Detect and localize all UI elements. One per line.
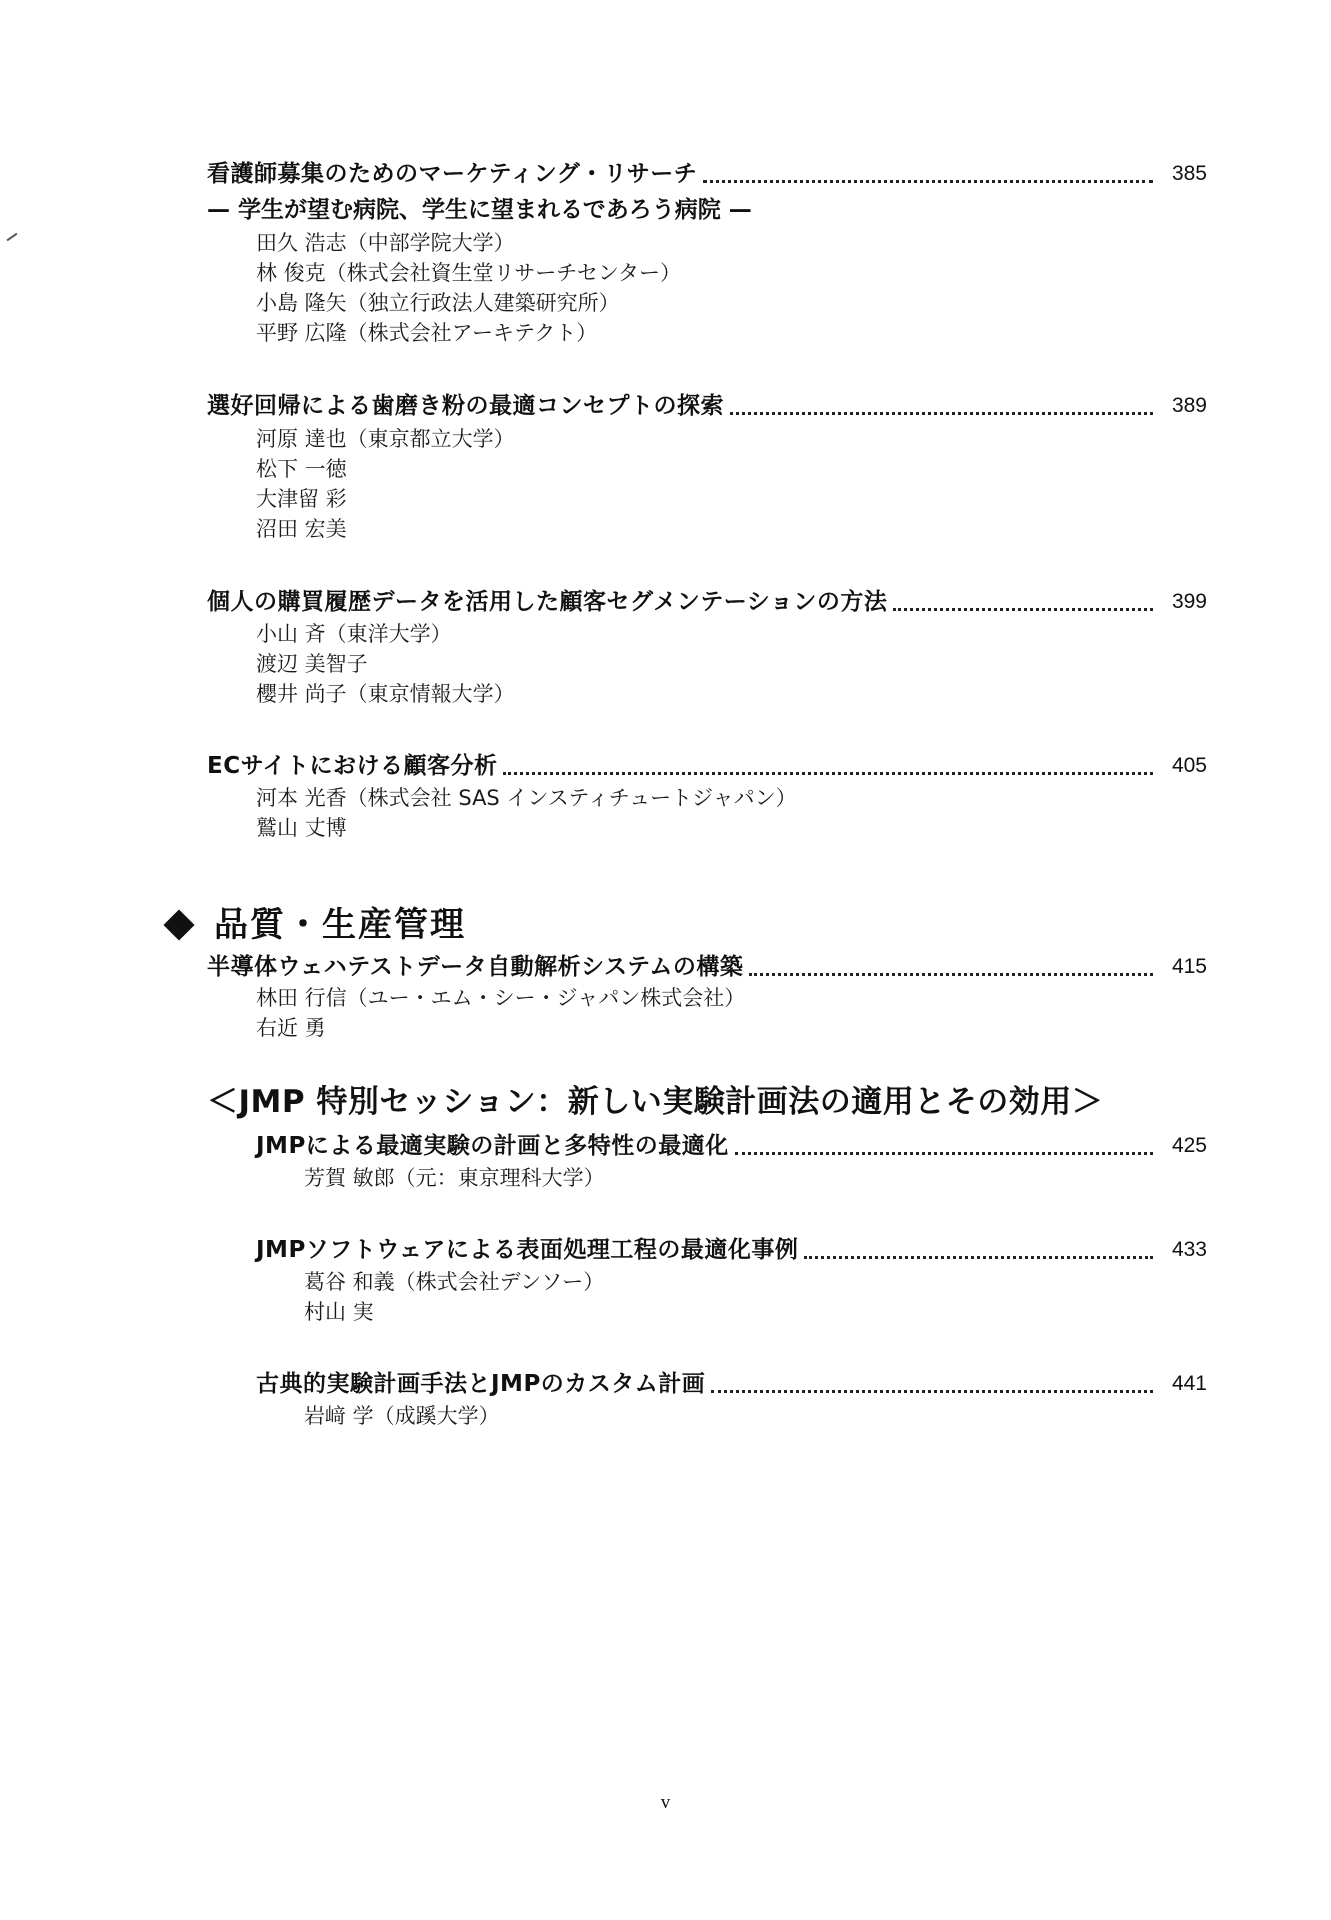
scan-artifact: [7, 233, 18, 242]
entry-title: 選好回帰による歯磨き粉の最適コンセプトの探索: [207, 393, 724, 419]
entry-page-number: 441: [1171, 1372, 1207, 1395]
toc-entry-title-row[interactable]: [256, 1233, 1207, 1267]
dot-leader: [804, 1256, 1153, 1259]
author-line: 河本 光香（株式会社 SAS インスティチュートジャパン）: [256, 786, 797, 810]
section-title: 品質・生産管理: [214, 905, 466, 945]
entry-page-number: 415: [1171, 955, 1207, 978]
author-line: 村山 実: [304, 1300, 374, 1324]
author-line: 林 俊克（株式会社資生堂リサーチセンター）: [256, 261, 681, 285]
toc-entry-title-row[interactable]: [207, 950, 1207, 984]
author-line: 平野 広隆（株式会社アーキテクト）: [256, 321, 598, 345]
dot-leader: [893, 608, 1153, 611]
entry-page-number: 405: [1171, 754, 1207, 777]
author-line: 岩﨑 学（成蹊大学）: [304, 1404, 500, 1428]
entry-title: 看護師募集のためのマーケティング・リサーチ: [207, 161, 698, 187]
author-line: 小島 隆矢（独立行政法人建築研究所）: [256, 291, 620, 315]
toc-entry-title-row[interactable]: [256, 1367, 1207, 1401]
author-line: 櫻井 尚子（東京情報大学）: [256, 682, 515, 706]
entry-title: ECサイトにおける顧客分析: [207, 753, 498, 779]
author-line: 葛谷 和義（株式会社デンソー）: [304, 1270, 605, 1294]
toc-entry-title-row[interactable]: [207, 585, 1207, 619]
author-line: 芳賀 敏郎（元：東京理科大学）: [304, 1166, 605, 1190]
author-line: 松下 一徳: [256, 457, 347, 481]
entry-page-number: 433: [1171, 1238, 1207, 1261]
author-line: 右近 勇: [256, 1016, 326, 1040]
dot-leader: [749, 973, 1153, 976]
author-line: 田久 浩志（中部学院大学）: [256, 231, 515, 255]
entry-page-number: 385: [1171, 162, 1207, 185]
dot-leader: [730, 412, 1153, 415]
entry-title: JMPによる最適実験の計画と多特性の最適化: [256, 1133, 729, 1159]
entry-title: JMPソフトウェアによる表面処理工程の最適化事例: [256, 1237, 799, 1263]
entry-page-number: 389: [1171, 394, 1207, 417]
toc-entry-title-row[interactable]: [207, 389, 1207, 423]
entry-subtitle: — 学生が望む病院、学生に望まれるであろう病院 —: [207, 197, 752, 223]
entry-title: 個人の購買履歴データを活用した顧客セグメンテーションの方法: [207, 589, 888, 615]
author-line: 鷲山 丈博: [256, 816, 347, 840]
page-footer-number: v: [660, 1792, 671, 1813]
toc-entry-title-row[interactable]: [207, 157, 1207, 191]
entry-page-number: 399: [1171, 590, 1207, 613]
dot-leader: [711, 1390, 1153, 1393]
dot-leader: [703, 180, 1153, 183]
toc-entry-title-row[interactable]: [256, 1129, 1207, 1163]
dot-leader: [503, 772, 1153, 775]
entry-title: 半導体ウェハテストデータ自動解析システムの構築: [207, 954, 744, 980]
author-line: 河原 達也（東京都立大学）: [256, 427, 515, 451]
toc-entry-title-row[interactable]: [207, 749, 1207, 783]
author-line: 大津留 彩: [256, 487, 347, 511]
diamond-bullet-icon: [163, 909, 194, 940]
entry-page-number: 425: [1171, 1134, 1207, 1157]
author-line: 沼田 宏美: [256, 517, 347, 541]
dot-leader: [735, 1152, 1153, 1155]
section-heading: [160, 903, 466, 947]
author-line: 渡辺 美智子: [256, 652, 368, 676]
author-line: 林田 行信（ユー・エム・シー・ジャパン株式会社）: [256, 986, 746, 1010]
entry-title: 古典的実験計画手法とJMPのカスタム計画: [256, 1371, 706, 1397]
author-line: 小山 斉（東洋大学）: [256, 622, 452, 646]
session-heading: ＜JMP 特別セッション：新しい実験計画法の適用とその効用＞: [207, 1084, 1104, 1120]
